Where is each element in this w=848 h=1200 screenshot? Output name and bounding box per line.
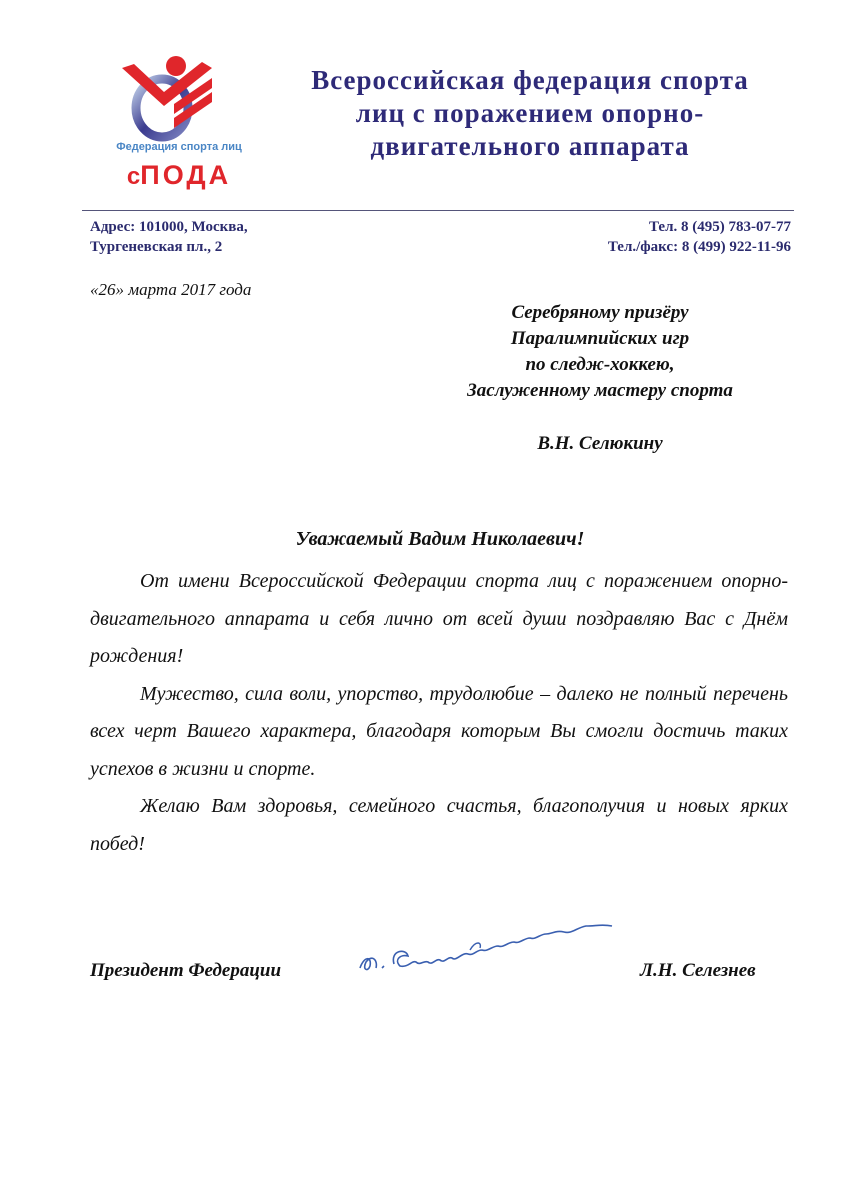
signatory-title: Президент Федерации: [90, 960, 282, 981]
phone-block: [608, 217, 791, 257]
body-paragraph: От имени Всероссийской Федерации спорта лиц с поражением опорно-двигательного аппарата и себя лично от всей души поздравляю Вас с Днём рождения!: [90, 570, 788, 667]
logo-subtitle: Федерация спорта лиц: [116, 141, 242, 153]
logo-brand-prefix: с: [126, 163, 141, 190]
org-title-line: Всероссийская федерация спорта: [311, 65, 749, 95]
logo-brand: [104, 160, 254, 191]
recipient-name: В.Н. Селюкину: [537, 433, 663, 454]
org-title-line: двигательного аппарата: [370, 131, 690, 161]
signatory-name: Л.Н. Селезнев: [640, 960, 756, 981]
recipient-line: Паралимпийских игр: [510, 328, 690, 349]
fax-line: Тел./факс: 8 (499) 922-11-96: [607, 239, 791, 255]
phone-line: Тел. 8 (495) 783-07-77: [649, 219, 791, 235]
address-line: Тургеневская пл., 2: [90, 239, 223, 255]
handwritten-signature: [350, 920, 630, 980]
recipient-line: Заслуженному мастеру спорта: [467, 380, 733, 401]
logo-head-circle: [166, 56, 186, 76]
logo-brand-main: ПОДА: [140, 160, 232, 190]
letter-body: [90, 563, 788, 863]
letter-date: «26» марта 2017 года: [90, 280, 252, 299]
greeting: Уважаемый Вадим Николаевич!: [295, 528, 585, 550]
org-title-line: лиц с поражением опорно-: [355, 98, 705, 128]
address-line: Адрес: 101000, Москва,: [90, 219, 248, 235]
org-title: [280, 64, 780, 163]
body-paragraph: Желаю Вам здоровья, семейного счастья, благополучия и новых ярких побед!: [90, 795, 788, 855]
header-divider: [82, 210, 794, 211]
recipient-block: [420, 300, 780, 404]
body-paragraph: Мужество, сила воли, упорство, трудолюбие – далеко не полный перечень всех черт Вашего характера, благодаря которым Вы смогли достичь таких успехов в жизни и спорте.: [90, 682, 788, 780]
address-block: [90, 217, 248, 257]
recipient-line: Серебряному призёру: [511, 302, 689, 323]
recipient-line: по следж-хоккею,: [525, 354, 675, 375]
